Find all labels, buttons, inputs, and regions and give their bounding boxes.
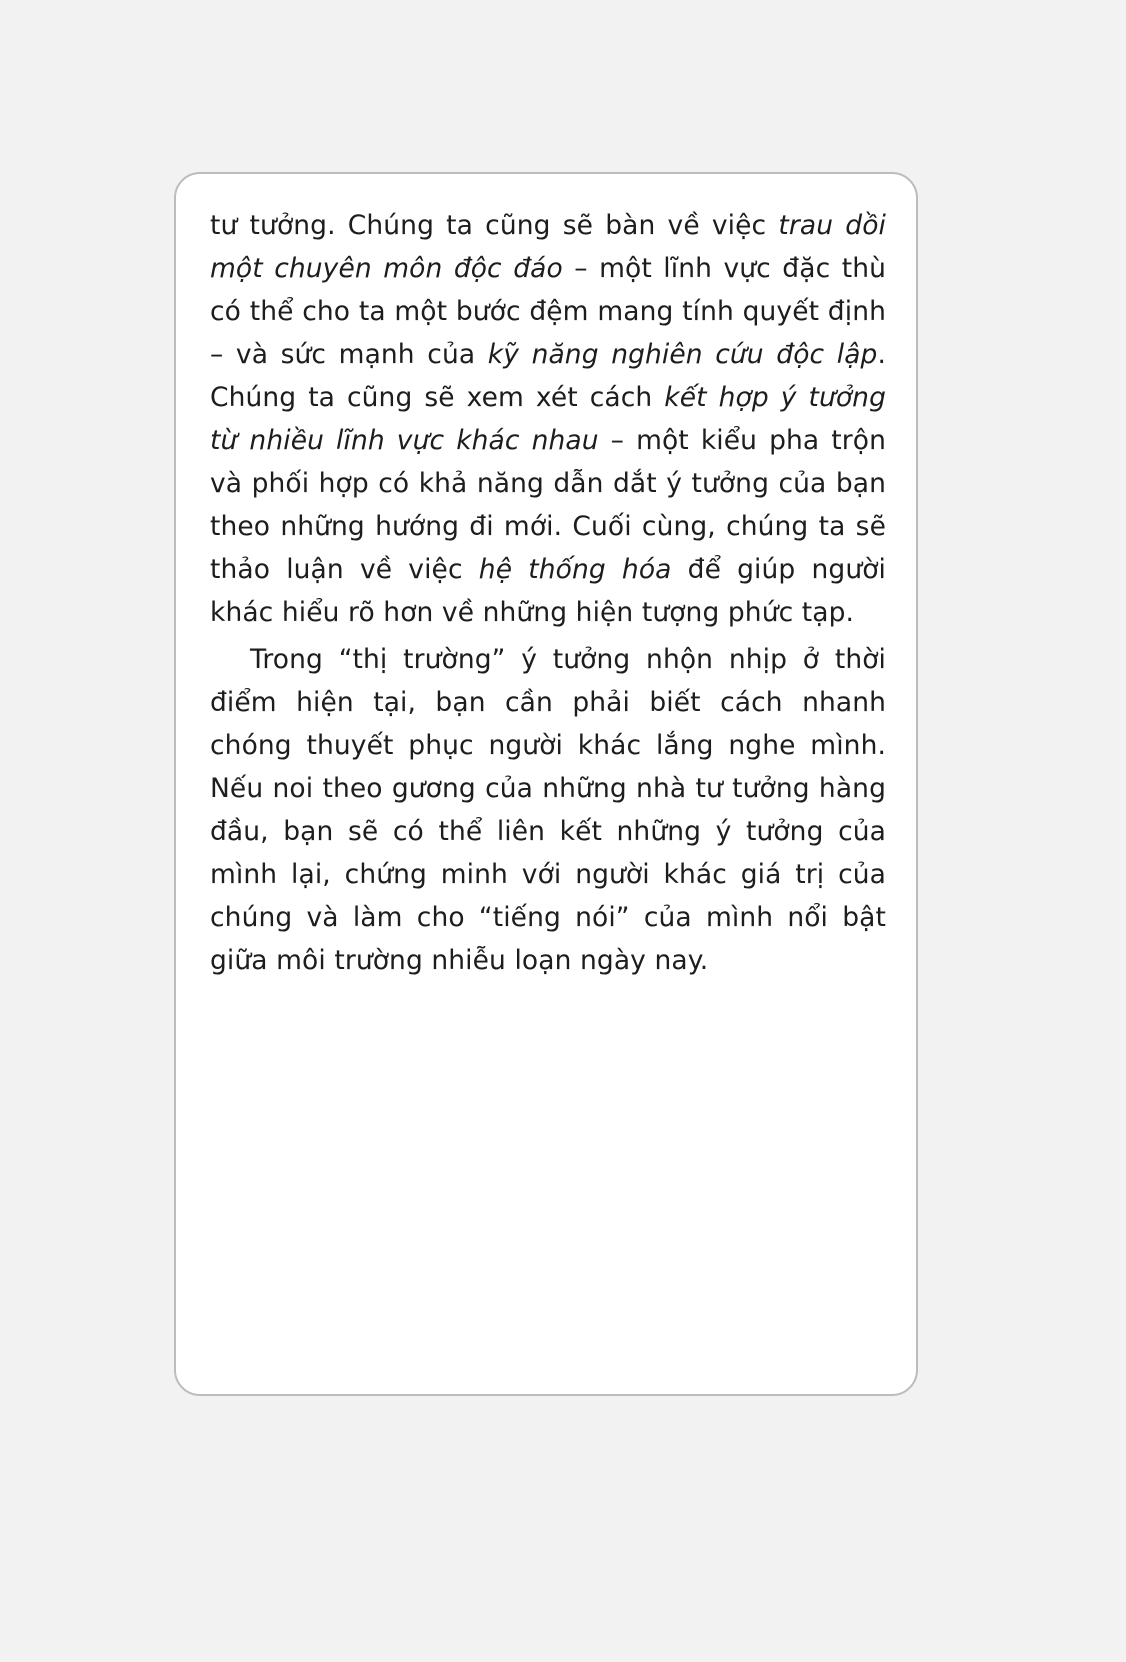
text-run-italic: kỹ năng nghiên cứu độc lập [487,339,878,370]
document-page [174,172,918,1396]
text-run-italic: kết hợp ý tưởng từ nhiều lĩnh vực khác nhau [210,382,886,456]
page-text-body [210,204,886,986]
text-run: để giúp người khác hiểu rõ hơn về những hiện tượng phức tạp. [210,554,886,628]
paragraph-2 [210,638,886,982]
text-run-italic: trau dồi một chuyên môn độc đáo [210,210,886,284]
paragraph-1 [210,204,886,634]
text-run: tư tưởng. Chúng ta cũng sẽ bàn về việc [210,210,779,241]
text-run: – một kiểu pha trộn và phối hợp có khả năng dẫn dắt ý tưởng của bạn theo những hướng đi mới. Cuối cùng, chúng ta sẽ thảo luận về việc [210,425,886,585]
text-run: . Chúng ta cũng sẽ xem xét cách [210,339,886,413]
text-run-italic: hệ thống hóa [478,554,672,585]
text-run: Trong “thị trường” ý tưởng nhộn nhịp ở thời điểm hiện tại, bạn cần phải biết cách nhanh chóng thuyết phục người khác lắng nghe mình. Nếu noi theo gương của những nhà tư tưởng hàng đầu, bạn sẽ có thể liên kết những ý tưởng của mình lại, chứng minh với người khác giá trị của chúng và làm cho “tiếng nói” của mình nổi bật giữa môi trường nhiễu loạn ngày nay. [210,644,886,976]
text-run: – một lĩnh vực đặc thù có thể cho ta một bước đệm mang tính quyết định – và sức mạnh của [210,253,886,370]
